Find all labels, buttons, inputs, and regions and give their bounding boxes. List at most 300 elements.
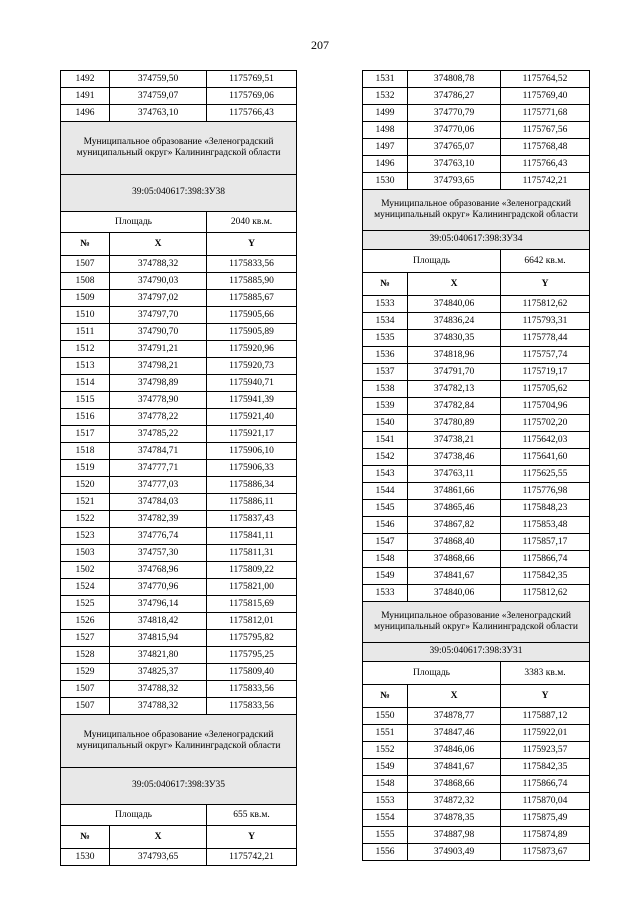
point-number: 1528 — [61, 647, 110, 664]
point-number: 1525 — [61, 596, 110, 613]
cadastral-row — [363, 643, 590, 662]
x-coordinate: 374763,10 — [408, 156, 501, 173]
table-row — [61, 256, 297, 273]
x-coordinate: 374790,70 — [110, 324, 207, 341]
table-row — [61, 273, 297, 290]
point-number: 1544 — [363, 483, 408, 500]
table-row — [363, 398, 590, 415]
point-number: 1547 — [363, 534, 408, 551]
x-coordinate: 374782,84 — [408, 398, 501, 415]
table-row — [363, 88, 590, 105]
y-coordinate: 1175768,48 — [501, 139, 590, 156]
table-row — [363, 296, 590, 313]
point-number: 1507 — [61, 681, 110, 698]
y-coordinate: 1175842,35 — [501, 759, 590, 776]
table-row — [61, 849, 297, 866]
cadastral-row — [61, 768, 297, 805]
table-row — [363, 568, 590, 585]
header-row — [363, 685, 590, 708]
y-coordinate: 1175776,98 — [501, 483, 590, 500]
municipality-row — [61, 122, 297, 175]
point-number: 1550 — [363, 708, 408, 725]
x-coordinate: 374790,03 — [110, 273, 207, 290]
y-coordinate: 1175842,35 — [501, 568, 590, 585]
y-coordinate: 1175771,68 — [501, 105, 590, 122]
column-header: № — [61, 826, 110, 849]
x-coordinate: 374878,77 — [408, 708, 501, 725]
point-number: 1530 — [61, 849, 110, 866]
point-number: 1503 — [61, 545, 110, 562]
area-value: 2040 кв.м. — [207, 212, 297, 233]
point-number: 1529 — [61, 664, 110, 681]
table-row — [363, 844, 590, 861]
y-coordinate: 1175875,49 — [501, 810, 590, 827]
y-coordinate: 1175812,01 — [207, 613, 297, 630]
y-coordinate: 1175769,06 — [207, 88, 297, 105]
point-number: 1540 — [363, 415, 408, 432]
column-header: Y — [501, 685, 590, 708]
y-coordinate: 1175940,71 — [207, 375, 297, 392]
table-row — [61, 477, 297, 494]
y-coordinate: 1175833,56 — [207, 256, 297, 273]
point-number: 1548 — [363, 551, 408, 568]
y-coordinate: 1175873,67 — [501, 844, 590, 861]
x-coordinate: 374840,06 — [408, 296, 501, 313]
area-row — [363, 250, 590, 273]
area-value: 6642 кв.м. — [501, 250, 590, 273]
x-coordinate: 374840,06 — [408, 585, 501, 602]
x-coordinate: 374793,65 — [110, 849, 207, 866]
x-coordinate: 374818,96 — [408, 347, 501, 364]
column-header: № — [363, 273, 408, 296]
point-number: 1542 — [363, 449, 408, 466]
cadastral-row — [61, 175, 297, 212]
table-row — [363, 381, 590, 398]
x-coordinate: 374763,11 — [408, 466, 501, 483]
point-number: 1523 — [61, 528, 110, 545]
coordinates-table-right — [362, 70, 590, 861]
table-row — [363, 330, 590, 347]
column-header: № — [61, 233, 110, 256]
area-label: Площадь — [363, 250, 501, 273]
area-row — [61, 805, 297, 826]
point-number: 1538 — [363, 381, 408, 398]
y-coordinate: 1175886,34 — [207, 477, 297, 494]
point-number: 1521 — [61, 494, 110, 511]
point-number: 1541 — [363, 432, 408, 449]
x-coordinate: 374788,32 — [110, 698, 207, 715]
y-coordinate: 1175885,67 — [207, 290, 297, 307]
x-coordinate: 374861,66 — [408, 483, 501, 500]
x-coordinate: 374786,27 — [408, 88, 501, 105]
x-coordinate: 374785,22 — [110, 426, 207, 443]
point-number: 1492 — [61, 71, 110, 88]
x-coordinate: 374777,71 — [110, 460, 207, 477]
point-number: 1497 — [363, 139, 408, 156]
point-number: 1511 — [61, 324, 110, 341]
column-header: X — [408, 273, 501, 296]
x-coordinate: 374793,65 — [408, 173, 501, 190]
x-coordinate: 374808,78 — [408, 71, 501, 88]
table-row — [61, 647, 297, 664]
x-coordinate: 374768,96 — [110, 562, 207, 579]
y-coordinate: 1175793,31 — [501, 313, 590, 330]
point-number: 1535 — [363, 330, 408, 347]
point-number: 1496 — [363, 156, 408, 173]
column-header: X — [110, 826, 207, 849]
point-number: 1531 — [363, 71, 408, 88]
table-row — [61, 528, 297, 545]
table-row — [61, 698, 297, 715]
point-number: 1543 — [363, 466, 408, 483]
table-row — [363, 139, 590, 156]
cadastral-row — [363, 231, 590, 250]
table-row — [363, 415, 590, 432]
table-row — [363, 500, 590, 517]
table-row — [61, 681, 297, 698]
y-coordinate: 1175874,89 — [501, 827, 590, 844]
x-coordinate: 374784,03 — [110, 494, 207, 511]
y-coordinate: 1175853,48 — [501, 517, 590, 534]
x-coordinate: 374780,89 — [408, 415, 501, 432]
point-number: 1555 — [363, 827, 408, 844]
cadastral-number: 39:05:040617:398:ЗУ38 — [61, 175, 297, 212]
point-number: 1512 — [61, 341, 110, 358]
table-row — [363, 313, 590, 330]
point-number: 1537 — [363, 364, 408, 381]
point-number: 1496 — [61, 105, 110, 122]
y-coordinate: 1175905,66 — [207, 307, 297, 324]
x-coordinate: 374770,79 — [408, 105, 501, 122]
y-coordinate: 1175837,43 — [207, 511, 297, 528]
table-row — [363, 105, 590, 122]
table-row — [363, 810, 590, 827]
y-coordinate: 1175886,11 — [207, 494, 297, 511]
point-number: 1524 — [61, 579, 110, 596]
table-row — [363, 364, 590, 381]
point-number: 1510 — [61, 307, 110, 324]
x-coordinate: 374770,96 — [110, 579, 207, 596]
table-row — [363, 466, 590, 483]
table-row — [61, 341, 297, 358]
x-coordinate: 374757,30 — [110, 545, 207, 562]
point-number: 1549 — [363, 759, 408, 776]
cadastral-number: 39:05:040617:398:ЗУ31 — [363, 643, 590, 662]
y-coordinate: 1175778,44 — [501, 330, 590, 347]
x-coordinate: 374759,07 — [110, 88, 207, 105]
x-coordinate: 374846,06 — [408, 742, 501, 759]
point-number: 1536 — [363, 347, 408, 364]
y-coordinate: 1175885,90 — [207, 273, 297, 290]
x-coordinate: 374738,46 — [408, 449, 501, 466]
area-row — [61, 212, 297, 233]
point-number: 1533 — [363, 585, 408, 602]
table-row — [61, 596, 297, 613]
y-coordinate: 1175642,03 — [501, 432, 590, 449]
point-number: 1520 — [61, 477, 110, 494]
y-coordinate: 1175766,43 — [501, 156, 590, 173]
table-row — [363, 725, 590, 742]
x-coordinate: 374887,98 — [408, 827, 501, 844]
table-row — [61, 664, 297, 681]
point-number: 1519 — [61, 460, 110, 477]
x-coordinate: 374763,10 — [110, 105, 207, 122]
x-coordinate: 374784,71 — [110, 443, 207, 460]
table-row — [363, 534, 590, 551]
table-row — [61, 511, 297, 528]
point-number: 1549 — [363, 568, 408, 585]
point-number: 1513 — [61, 358, 110, 375]
x-coordinate: 374865,46 — [408, 500, 501, 517]
point-number: 1532 — [363, 88, 408, 105]
y-coordinate: 1175920,73 — [207, 358, 297, 375]
x-coordinate: 374797,70 — [110, 307, 207, 324]
y-coordinate: 1175769,40 — [501, 88, 590, 105]
x-coordinate: 374798,89 — [110, 375, 207, 392]
point-number: 1507 — [61, 698, 110, 715]
table-row — [61, 105, 297, 122]
coordinates-table-left — [60, 70, 297, 866]
header-row — [363, 273, 590, 296]
table-row — [61, 290, 297, 307]
area-label: Площадь — [61, 805, 207, 826]
table-row — [61, 71, 297, 88]
y-coordinate: 1175921,17 — [207, 426, 297, 443]
x-coordinate: 374878,35 — [408, 810, 501, 827]
x-coordinate: 374830,35 — [408, 330, 501, 347]
y-coordinate: 1175923,57 — [501, 742, 590, 759]
x-coordinate: 374825,37 — [110, 664, 207, 681]
table-row — [363, 708, 590, 725]
y-coordinate: 1175742,21 — [501, 173, 590, 190]
table-row — [363, 793, 590, 810]
x-coordinate: 374868,66 — [408, 776, 501, 793]
table-row — [61, 324, 297, 341]
x-coordinate: 374778,22 — [110, 409, 207, 426]
table-row — [363, 156, 590, 173]
point-number: 1533 — [363, 296, 408, 313]
table-row — [61, 579, 297, 596]
x-coordinate: 374903,49 — [408, 844, 501, 861]
y-coordinate: 1175870,04 — [501, 793, 590, 810]
table-row — [363, 827, 590, 844]
point-number: 1554 — [363, 810, 408, 827]
y-coordinate: 1175625,55 — [501, 466, 590, 483]
point-number: 1539 — [363, 398, 408, 415]
x-coordinate: 374791,21 — [110, 341, 207, 358]
area-row — [363, 662, 590, 685]
x-coordinate: 374770,06 — [408, 122, 501, 139]
column-header: Y — [207, 826, 297, 849]
area-value: 655 кв.м. — [207, 805, 297, 826]
x-coordinate: 374818,42 — [110, 613, 207, 630]
y-coordinate: 1175921,40 — [207, 409, 297, 426]
y-coordinate: 1175866,74 — [501, 776, 590, 793]
y-coordinate: 1175812,62 — [501, 296, 590, 313]
point-number: 1508 — [61, 273, 110, 290]
y-coordinate: 1175705,62 — [501, 381, 590, 398]
cadastral-number: 39:05:040617:398:ЗУ34 — [363, 231, 590, 250]
area-label: Площадь — [61, 212, 207, 233]
x-coordinate: 374872,32 — [408, 793, 501, 810]
x-coordinate: 374815,94 — [110, 630, 207, 647]
x-coordinate: 374797,02 — [110, 290, 207, 307]
y-coordinate: 1175887,12 — [501, 708, 590, 725]
cadastral-number: 39:05:040617:398:ЗУ35 — [61, 768, 297, 805]
table-row — [61, 613, 297, 630]
y-coordinate: 1175812,62 — [501, 585, 590, 602]
y-coordinate: 1175795,82 — [207, 630, 297, 647]
point-number: 1507 — [61, 256, 110, 273]
x-coordinate: 374796,14 — [110, 596, 207, 613]
point-number: 1509 — [61, 290, 110, 307]
point-number: 1498 — [363, 122, 408, 139]
table-row — [61, 392, 297, 409]
point-number: 1499 — [363, 105, 408, 122]
point-number: 1502 — [61, 562, 110, 579]
point-number: 1530 — [363, 173, 408, 190]
table-row — [363, 347, 590, 364]
column-header: X — [408, 685, 501, 708]
x-coordinate: 374847,46 — [408, 725, 501, 742]
x-coordinate: 374759,50 — [110, 71, 207, 88]
right-column — [362, 70, 590, 861]
y-coordinate: 1175866,74 — [501, 551, 590, 568]
y-coordinate: 1175841,11 — [207, 528, 297, 545]
x-coordinate: 374738,21 — [408, 432, 501, 449]
table-row — [61, 307, 297, 324]
table-row — [363, 551, 590, 568]
y-coordinate: 1175795,25 — [207, 647, 297, 664]
y-coordinate: 1175757,74 — [501, 347, 590, 364]
x-coordinate: 374788,32 — [110, 256, 207, 273]
point-number: 1551 — [363, 725, 408, 742]
table-row — [363, 71, 590, 88]
table-row — [61, 494, 297, 511]
y-coordinate: 1175848,23 — [501, 500, 590, 517]
y-coordinate: 1175833,56 — [207, 681, 297, 698]
table-row — [363, 449, 590, 466]
column-header: X — [110, 233, 207, 256]
y-coordinate: 1175764,52 — [501, 71, 590, 88]
point-number: 1552 — [363, 742, 408, 759]
x-coordinate: 374841,67 — [408, 568, 501, 585]
y-coordinate: 1175742,21 — [207, 849, 297, 866]
y-coordinate: 1175941,39 — [207, 392, 297, 409]
table-row — [363, 122, 590, 139]
point-number: 1527 — [61, 630, 110, 647]
table-row — [61, 545, 297, 562]
point-number: 1545 — [363, 500, 408, 517]
x-coordinate: 374791,70 — [408, 364, 501, 381]
x-coordinate: 374868,66 — [408, 551, 501, 568]
x-coordinate: 374788,32 — [110, 681, 207, 698]
table-row — [61, 562, 297, 579]
x-coordinate: 374867,82 — [408, 517, 501, 534]
point-number: 1518 — [61, 443, 110, 460]
point-number: 1546 — [363, 517, 408, 534]
municipality-name: Муниципальное образование «Зеленоградский муниципальный округ» Калининградской области — [61, 715, 297, 768]
table-row — [363, 483, 590, 500]
table-row — [363, 173, 590, 190]
y-coordinate: 1175767,56 — [501, 122, 590, 139]
municipality-name: Муниципальное образование «Зеленоградский муниципальный округ» Калининградской области — [61, 122, 297, 175]
x-coordinate: 374798,21 — [110, 358, 207, 375]
x-coordinate: 374841,67 — [408, 759, 501, 776]
table-row — [363, 776, 590, 793]
point-number: 1548 — [363, 776, 408, 793]
left-column — [60, 70, 297, 866]
table-row — [61, 460, 297, 477]
y-coordinate: 1175641,60 — [501, 449, 590, 466]
y-coordinate: 1175811,31 — [207, 545, 297, 562]
x-coordinate: 374782,13 — [408, 381, 501, 398]
x-coordinate: 374821,80 — [110, 647, 207, 664]
table-row — [363, 517, 590, 534]
y-coordinate: 1175815,69 — [207, 596, 297, 613]
table-row — [61, 426, 297, 443]
municipality-row — [363, 602, 590, 643]
y-coordinate: 1175704,96 — [501, 398, 590, 415]
column-header: № — [363, 685, 408, 708]
y-coordinate: 1175906,10 — [207, 443, 297, 460]
point-number: 1522 — [61, 511, 110, 528]
x-coordinate: 374765,07 — [408, 139, 501, 156]
area-value: 3383 кв.м. — [501, 662, 590, 685]
table-row — [363, 585, 590, 602]
table-row — [61, 630, 297, 647]
x-coordinate: 374778,90 — [110, 392, 207, 409]
point-number: 1517 — [61, 426, 110, 443]
header-row — [61, 826, 297, 849]
point-number: 1553 — [363, 793, 408, 810]
table-row — [363, 759, 590, 776]
point-number: 1534 — [363, 313, 408, 330]
x-coordinate: 374776,74 — [110, 528, 207, 545]
column-header: Y — [207, 233, 297, 256]
point-number: 1514 — [61, 375, 110, 392]
point-number: 1526 — [61, 613, 110, 630]
y-coordinate: 1175920,96 — [207, 341, 297, 358]
point-number: 1556 — [363, 844, 408, 861]
municipality-name: Муниципальное образование «Зеленоградский муниципальный округ» Калининградской области — [363, 602, 590, 643]
point-number: 1491 — [61, 88, 110, 105]
area-label: Площадь — [363, 662, 501, 685]
y-coordinate: 1175809,22 — [207, 562, 297, 579]
point-number: 1515 — [61, 392, 110, 409]
y-coordinate: 1175905,89 — [207, 324, 297, 341]
point-number: 1516 — [61, 409, 110, 426]
column-header: Y — [501, 273, 590, 296]
municipality-row — [61, 715, 297, 768]
y-coordinate: 1175769,51 — [207, 71, 297, 88]
y-coordinate: 1175766,43 — [207, 105, 297, 122]
y-coordinate: 1175821,00 — [207, 579, 297, 596]
table-row — [61, 88, 297, 105]
table-row — [363, 742, 590, 759]
x-coordinate: 374868,40 — [408, 534, 501, 551]
y-coordinate: 1175833,56 — [207, 698, 297, 715]
x-coordinate: 374836,24 — [408, 313, 501, 330]
y-coordinate: 1175702,20 — [501, 415, 590, 432]
y-coordinate: 1175857,17 — [501, 534, 590, 551]
table-row — [61, 375, 297, 392]
table-row — [61, 358, 297, 375]
table-row — [61, 409, 297, 426]
table-row — [363, 432, 590, 449]
municipality-name: Муниципальное образование «Зеленоградский муниципальный округ» Калининградской области — [363, 190, 590, 231]
page-number: 207 — [311, 38, 329, 52]
